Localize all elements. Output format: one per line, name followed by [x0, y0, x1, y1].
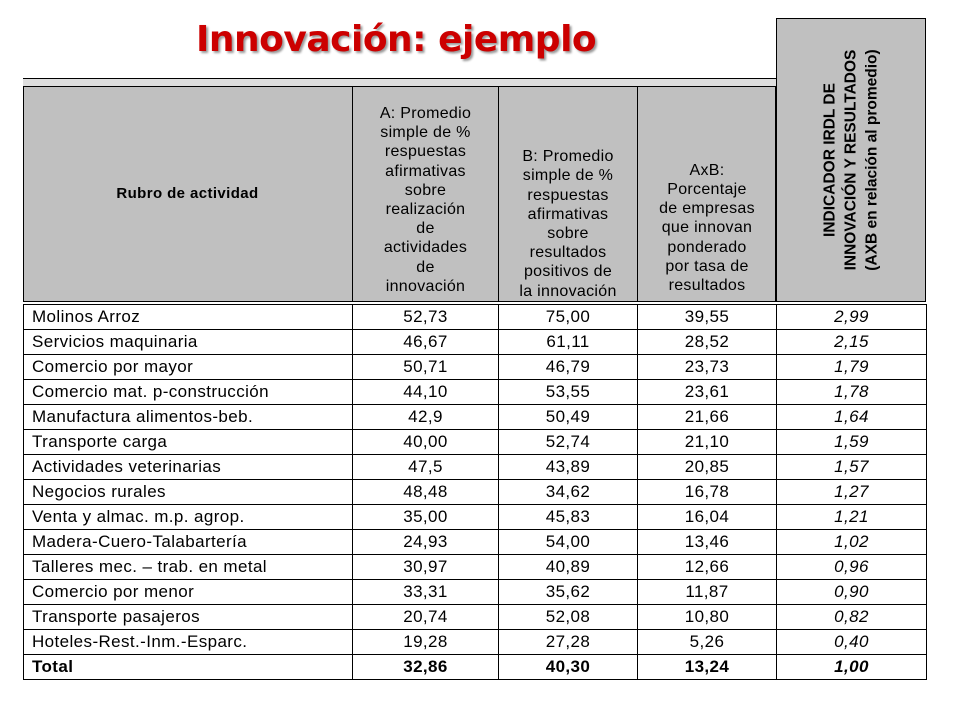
value-b-cell: 53,55 — [499, 380, 638, 405]
value-ab-cell: 21,66 — [638, 405, 777, 430]
value-b-cell: 35,62 — [499, 580, 638, 605]
value-b-cell: 27,28 — [499, 630, 638, 655]
table-row — [24, 430, 927, 455]
table-row — [24, 555, 927, 580]
indicator-cell: 0,82 — [777, 605, 927, 630]
indicator-cell: 1,02 — [777, 530, 927, 555]
value-b-cell: 50,49 — [499, 405, 638, 430]
value-b-cell: 40,30 — [499, 655, 638, 680]
value-a-cell: 33,31 — [353, 580, 499, 605]
indicator-cell: 1,21 — [777, 505, 927, 530]
value-b-cell: 52,08 — [499, 605, 638, 630]
header-col-a — [353, 86, 498, 302]
value-ab-cell: 13,46 — [638, 530, 777, 555]
indicator-cell: 1,27 — [777, 480, 927, 505]
rubro-cell: Negocios rurales — [24, 480, 353, 505]
value-ab-cell: 23,61 — [638, 380, 777, 405]
table-row — [24, 480, 927, 505]
value-a-cell: 52,73 — [353, 305, 499, 330]
value-a-cell: 24,93 — [353, 530, 499, 555]
value-a-cell: 35,00 — [353, 505, 499, 530]
header-rubro — [23, 86, 352, 302]
rubro-cell: Hoteles-Rest.-Inm.-Esparc. — [24, 630, 353, 655]
indicator-cell: 0,90 — [777, 580, 927, 605]
rubro-cell: Venta y almac. m.p. agrop. — [24, 505, 353, 530]
table-row — [24, 355, 927, 380]
total-row — [24, 655, 927, 680]
header-col-a-label: A: Promedio simple de % respuestas afirmativas sobre realización de actividades de innovación — [379, 104, 472, 295]
header-rubro-label: Rubro de actividad — [116, 185, 259, 203]
value-ab-cell: 11,87 — [638, 580, 777, 605]
value-ab-cell: 21,10 — [638, 430, 777, 455]
table-row — [24, 530, 927, 555]
value-a-cell: 40,00 — [353, 430, 499, 455]
value-ab-cell: 12,66 — [638, 555, 777, 580]
value-ab-cell: 13,24 — [638, 655, 777, 680]
indicator-cell: 2,99 — [777, 305, 927, 330]
rubro-cell: Manufactura alimentos-beb. — [24, 405, 353, 430]
indicator-cell: 1,00 — [777, 655, 927, 680]
indicator-cell: 2,15 — [777, 330, 927, 355]
indicator-cell: 1,57 — [777, 455, 927, 480]
indicator-header-label — [820, 20, 883, 300]
rubro-cell: Molinos Arroz — [24, 305, 353, 330]
value-ab-cell: 28,52 — [638, 330, 777, 355]
indicator-cell: 0,96 — [777, 555, 927, 580]
indicator-line: INDICADOR IRDL DE — [821, 83, 839, 237]
value-a-cell: 46,67 — [353, 330, 499, 355]
value-ab-cell: 16,78 — [638, 480, 777, 505]
value-b-cell: 54,00 — [499, 530, 638, 555]
slide-title: Innovación: ejemplo — [196, 19, 597, 60]
rubro-cell: Talleres mec. – trab. en metal — [24, 555, 353, 580]
value-ab-cell: 16,04 — [638, 505, 777, 530]
table-row — [24, 330, 927, 355]
rubro-cell: Total — [24, 655, 353, 680]
indicator-cell: 1,79 — [777, 355, 927, 380]
table-row — [24, 380, 927, 405]
rubro-cell: Comercio por mayor — [24, 355, 353, 380]
indicator-line: (AXB en relación al promedio) — [863, 49, 881, 271]
data-table — [23, 304, 927, 680]
table-row — [24, 455, 927, 480]
value-a-cell: 48,48 — [353, 480, 499, 505]
rubro-cell: Comercio mat. p-construcción — [24, 380, 353, 405]
value-ab-cell: 23,73 — [638, 355, 777, 380]
indicator-cell: 1,78 — [777, 380, 927, 405]
value-a-cell: 19,28 — [353, 630, 499, 655]
value-a-cell: 30,97 — [353, 555, 499, 580]
header-col-ab — [638, 86, 776, 302]
value-b-cell: 61,11 — [499, 330, 638, 355]
value-a-cell: 44,10 — [353, 380, 499, 405]
value-b-cell: 34,62 — [499, 480, 638, 505]
header-col-b-label: B: Promedio simple de % respuestas afirmativas sobre resultados positivos de la innovación — [519, 148, 617, 300]
table-row — [24, 505, 927, 530]
value-a-cell: 20,74 — [353, 605, 499, 630]
value-a-cell: 50,71 — [353, 355, 499, 380]
table-row — [24, 580, 927, 605]
header-band — [23, 79, 776, 86]
value-a-cell: 47,5 — [353, 455, 499, 480]
value-a-cell: 32,86 — [353, 655, 499, 680]
rubro-cell: Madera-Cuero-Talabartería — [24, 530, 353, 555]
rubro-cell: Transporte carga — [24, 430, 353, 455]
indicator-line: INNOVACIÓN Y RESULTADOS — [842, 49, 860, 271]
value-ab-cell: 5,26 — [638, 630, 777, 655]
value-b-cell: 75,00 — [499, 305, 638, 330]
value-ab-cell: 10,80 — [638, 605, 777, 630]
value-b-cell: 40,89 — [499, 555, 638, 580]
rubro-cell: Comercio por menor — [24, 580, 353, 605]
indicator-cell: 1,59 — [777, 430, 927, 455]
indicator-cell: 1,64 — [777, 405, 927, 430]
table-row — [24, 605, 927, 630]
header-col-b — [499, 86, 637, 302]
value-a-cell: 42,9 — [353, 405, 499, 430]
rubro-cell: Servicios maquinaria — [24, 330, 353, 355]
value-b-cell: 52,74 — [499, 430, 638, 455]
rubro-cell: Actividades veterinarias — [24, 455, 353, 480]
value-b-cell: 45,83 — [499, 505, 638, 530]
header-col-ab-label: AxB: Porcentaje de empresas que innovan ponderado por tasa de resultados — [659, 161, 755, 294]
value-b-cell: 43,89 — [499, 455, 638, 480]
table-row — [24, 405, 927, 430]
table-row — [24, 630, 927, 655]
value-b-cell: 46,79 — [499, 355, 638, 380]
indicator-cell: 0,40 — [777, 630, 927, 655]
value-ab-cell: 39,55 — [638, 305, 777, 330]
table-body — [24, 305, 927, 680]
rubro-cell: Transporte pasajeros — [24, 605, 353, 630]
value-ab-cell: 20,85 — [638, 455, 777, 480]
table-row — [24, 305, 927, 330]
